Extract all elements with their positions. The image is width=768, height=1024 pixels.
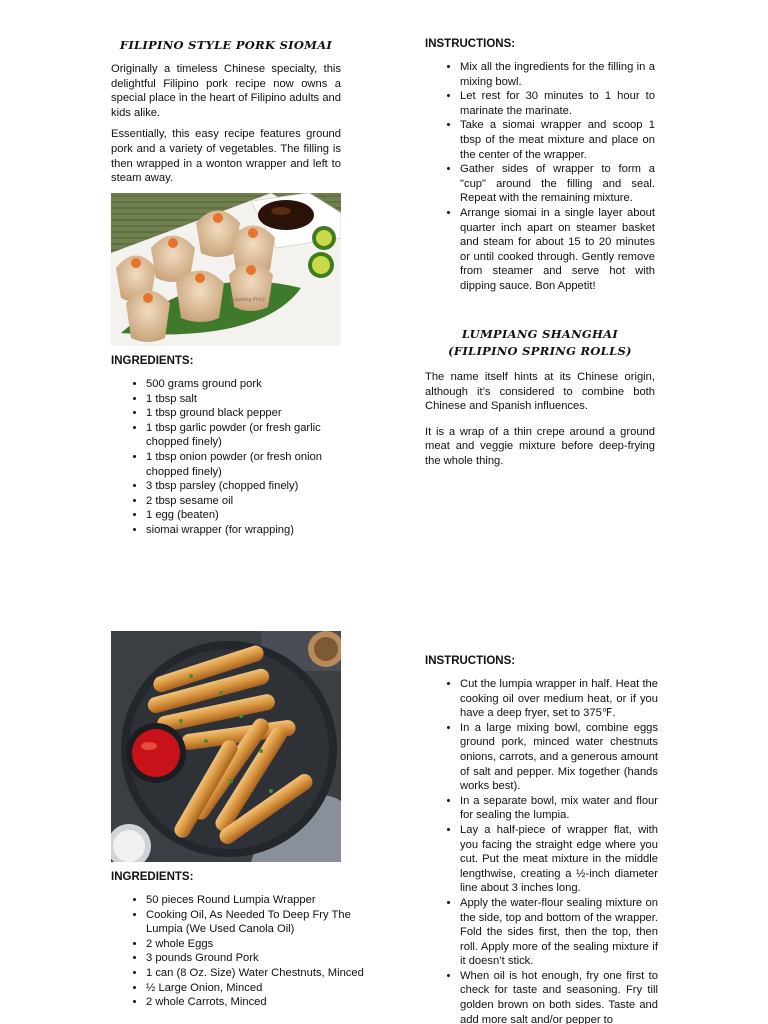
siomai-instructions-heading: INSTRUCTIONS: bbox=[425, 38, 516, 50]
list-item: • 1 tbsp garlic powder (or fresh garlic chopped finely) bbox=[146, 421, 341, 450]
siomai-intro-paragraph-2: Essentially, this easy recipe features ground pork and a variety of vegetables. The filling is then wrapped in a wonton wrapper and left to steam away. bbox=[111, 128, 341, 185]
list-item: • ½ Large Onion, Minced bbox=[146, 981, 376, 996]
list-item: • 2 whole Carrots, Minced bbox=[146, 995, 376, 1010]
list-item: • Arrange siomai in a single layer about quarter inch apart on steamer basket and steam for about 15 to 20 minutes or until cooked through. Gently remove from steamer and serve hot with dipping sauce. Bon Appetit! bbox=[460, 206, 655, 294]
list-item: • 1 tbsp ground black pepper bbox=[146, 406, 341, 421]
list-item: • Gather sides of wrapper to form a "cup" around the filling and seal. Repeat with the remaining mixture. bbox=[460, 162, 655, 206]
lumpia-ingredients-list bbox=[111, 893, 376, 1010]
siomai-intro bbox=[111, 62, 341, 186]
lumpia-intro-paragraph-1: The name itself hints at its Chinese origin, although it’s considered to combine both Chinese and Spanish influences. bbox=[425, 371, 655, 413]
siomai-ingredients-list bbox=[111, 377, 341, 538]
siomai-instructions-list bbox=[425, 60, 655, 294]
siomai-ingredients-heading: INGREDIENTS: bbox=[111, 355, 194, 367]
siomai-intro-paragraph-1: Originally a timeless Chinese specialty, this delightful Filipino pork recipe now owns a special place in the heart of Filipino adults and kids alike. bbox=[111, 63, 341, 119]
list-item: • 50 pieces Round Lumpia Wrapper bbox=[146, 893, 376, 908]
list-item: • Cooking Oil, As Needed To Deep Fry The Lumpia (We Used Canola Oil) bbox=[146, 908, 376, 937]
list-item: • 3 pounds Ground Pork bbox=[146, 951, 376, 966]
siomai-photo-image bbox=[111, 193, 341, 346]
list-item: • Cut the lumpia wrapper in half. Heat the cooking oil over medium heat, or if you have a deep fryer, set to 375℉. bbox=[460, 677, 658, 721]
siomai-photo-watermark: Kawaling Pinoy bbox=[231, 297, 266, 303]
list-item: • 1 egg (beaten) bbox=[146, 508, 341, 523]
lumpia-photo bbox=[111, 631, 341, 862]
list-item: • 3 tbsp parsley (chopped finely) bbox=[146, 479, 341, 494]
list-item: • 1 tbsp onion powder (or fresh onion chopped finely) bbox=[146, 450, 341, 479]
lumpia-intro-paragraph-2: It is a wrap of a thin crepe around a ground meat and veggie mixture before deep-frying the whole thing. bbox=[425, 425, 655, 467]
list-item: • 500 grams ground pork bbox=[146, 377, 341, 392]
list-item: • 1 tbsp salt bbox=[146, 392, 341, 407]
lumpia-title-line-1: LUMPIANG SHANGHAI bbox=[461, 327, 619, 341]
list-item: • Let rest for 30 minutes to 1 hour to marinate the marinate. bbox=[460, 89, 655, 118]
list-item: • Take a siomai wrapper and scoop 1 tbsp of the meat mixture and place on the center of the wrapper. bbox=[460, 118, 655, 162]
lumpia-title bbox=[425, 326, 655, 360]
siomai-photo bbox=[111, 193, 341, 346]
list-item: • In a large mixing bowl, combine eggs ground pork, minced water chestnuts onions, carrots, and a generous amount of salt and pepper. Mix together (hands works best). bbox=[460, 721, 658, 794]
list-item: • In a separate bowl, mix water and flour for sealing the lumpia. bbox=[460, 794, 658, 823]
lumpia-instructions-heading: INSTRUCTIONS: bbox=[425, 655, 516, 667]
lumpia-ingredients-heading: INGREDIENTS: bbox=[111, 871, 194, 883]
lumpia-instructions-clip bbox=[425, 677, 663, 1024]
lumpia-instructions-list bbox=[425, 677, 658, 1024]
list-item: • When oil is hot enough, fry one first to check for taste and seasoning. Fry till golden brown on both sides. Taste and add more salt and/or pepper to bbox=[460, 969, 658, 1024]
list-item: • siomai wrapper (for wrapping) bbox=[146, 523, 341, 538]
list-item: • Apply the water-flour sealing mixture on the side, top and bottom of the wrapper. Fold the sides first, then the top, then roll. Apply more of the sealing mixture if it doesn’t stick. bbox=[460, 896, 658, 969]
list-item: • Mix all the ingredients for the filling in a mixing bowl. bbox=[460, 60, 655, 89]
list-item: • 2 whole Eggs bbox=[146, 937, 376, 952]
list-item: • 2 tbsp sesame oil bbox=[146, 494, 341, 509]
list-item: • 1 can (8 Oz. Size) Water Chestnuts, Minced bbox=[146, 966, 376, 981]
list-item: • Lay a half-piece of wrapper flat, with you facing the straight edge where you cut. Put the meat mixture in the middle lengthwise, creating a ½-inch diameter line about 3 inches long. bbox=[460, 823, 658, 896]
lumpia-intro bbox=[425, 370, 655, 469]
siomai-title: FILIPINO STYLE PORK SIOMAI bbox=[119, 38, 333, 52]
lumpia-photo-image bbox=[111, 631, 341, 862]
lumpia-title-line-2: (FILIPINO SPRING ROLLS) bbox=[448, 344, 632, 358]
